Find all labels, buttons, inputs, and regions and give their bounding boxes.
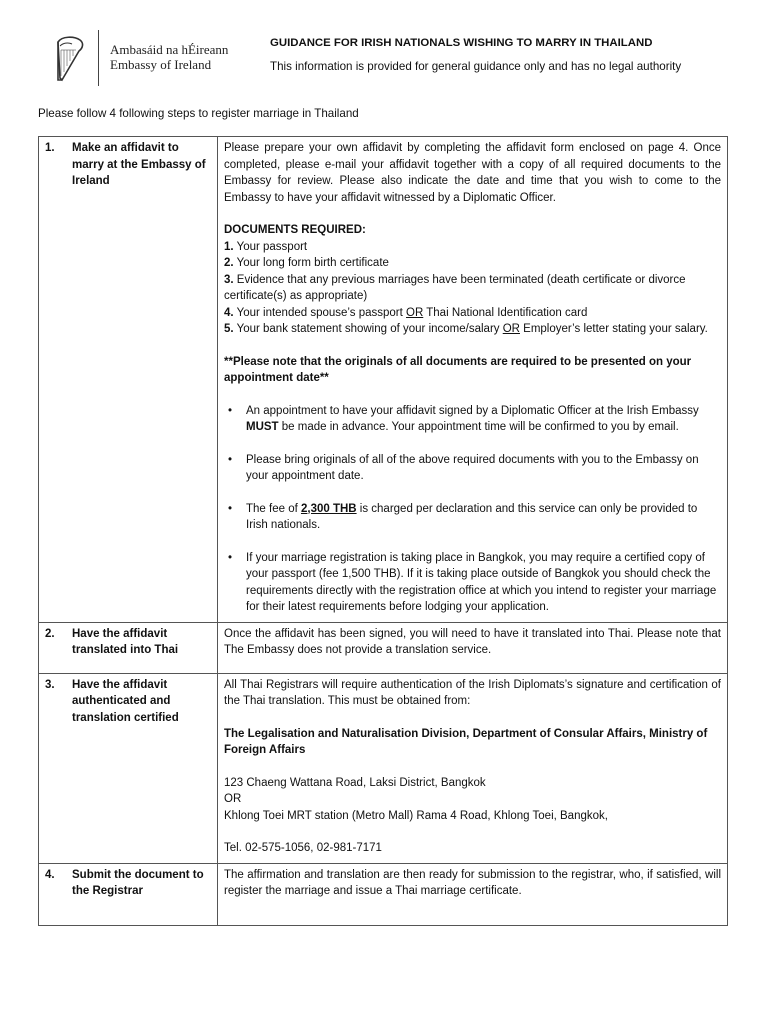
step-number: 3. [45,678,55,691]
logo-line-english: Embassy of Ireland [110,57,212,72]
address-line: 123 Chaeng Wattana Road, Laksi District, Bangkok [224,776,486,789]
instructions-list [224,403,721,616]
step-content-cell [218,137,728,623]
step1-paragraph: Please prepare your own affidavit by completing the affidavit form enclosed on page 4. Once completed, please e-mail your affidavit together with a copy of all required documents to the Embassy for review. Please also indicate the date and time that you wish to come to the Embassy to have your affidavit witnessed by a Diplomatic Officer. [224,142,721,204]
step-title: Have the affidavit authenticated and translation certified [72,678,179,724]
step-title: Have the affidavit translated into Thai [72,627,179,656]
step-heading-cell [39,863,218,925]
intro-text: Please follow 4 following steps to register marriage in Thailand [38,107,359,120]
step-title: Submit the document to the Registrar [72,868,204,897]
step-heading-cell [39,137,218,623]
document-item: 4. Your intended spouse’s passport OR Thai National Identification card [224,306,588,319]
list-item: • Please bring originals of all of the above required documents with you to the Embassy on your appointment date. [224,452,721,485]
step-content-cell [218,622,728,673]
documents-heading: DOCUMENTS REQUIRED: [224,224,366,236]
step-title: Make an affidavit to marry at the Embassy of Ireland [72,142,206,187]
document-subtitle: This information is provided for general guidance only and has no legal authority [270,60,682,73]
logo-line-irish: Ambasáid na hÉireann [110,42,229,57]
step-heading-cell [39,622,218,673]
step-row-1 [39,137,728,623]
step-number: 2. [45,627,55,640]
document-item: 1. Your passport [224,240,308,253]
step-row-4 [39,863,728,925]
telephone: Tel. 02-575-1056, 02-981-7171 [224,842,382,854]
step-heading-cell [39,673,218,863]
logo-divider [98,30,99,86]
harp-icon [52,34,88,84]
list-item: • The fee of 2,300 THB is charged per declaration and this service can only be provided to Irish nationals. [224,501,721,534]
originals-note: **Please note that the originals of all documents are required to be presented on your appointment date** [224,355,692,384]
step3-text: All Thai Registrars will require authentication of the Irish Diplomats’s signature and certification of the Thai translation. This must be obtained from: [224,678,721,707]
page-header [0,0,770,95]
step-number: 4. [45,868,55,881]
steps-table [38,136,728,926]
step-content-cell [218,863,728,925]
ministry-office: The Legalisation and Naturalisation Division, Department of Consular Affairs, Ministry of Foreign Affairs [224,727,708,756]
step-number: 1. [45,142,55,154]
step-row-2 [39,622,728,673]
step-content-cell [218,673,728,863]
document-item: 5. Your bank statement showing of your income/salary OR Employer’s letter stating your salary. [224,323,708,335]
document-item: 2. Your long form birth certificate [224,257,389,269]
step-row-3 [39,673,728,863]
address-line: Khlong Toei MRT station (Metro Mall) Rama 4 Road, Khlong Toei, Bangkok, [224,809,608,822]
step2-text: Once the affidavit has been signed, you will need to have it translated into Thai. Please note that The Embassy does not provide a translation service. [224,627,721,656]
list-item: • If your marriage registration is taking place in Bangkok, you may require a certified copy of your passport (fee 1,500 THB). If it is taking place outside of Bangkok you should check the requirements directly with the registration office at which you intend to register your marriage for their latest requirements before lodging your application. [224,550,721,616]
list-item: • An appointment to have your affidavit signed by a Diplomatic Officer at the Irish Embassy MUST be made in advance. Your appointment time will be confirmed to you by email. [224,403,721,436]
document-title: GUIDANCE FOR IRISH NATIONALS WISHING TO MARRY IN THAILAND [270,37,653,49]
document-item: 3. Evidence that any previous marriages have been terminated (death certificate or divorce certificate(s) as appropriate) [224,273,686,302]
embassy-logo-text [110,42,228,72]
address-or: OR [224,793,242,805]
step4-text: The affirmation and translation are then ready for submission to the registrar, who, if satisfied, will register the marriage and issue a Thai marriage certificate. [224,868,721,897]
